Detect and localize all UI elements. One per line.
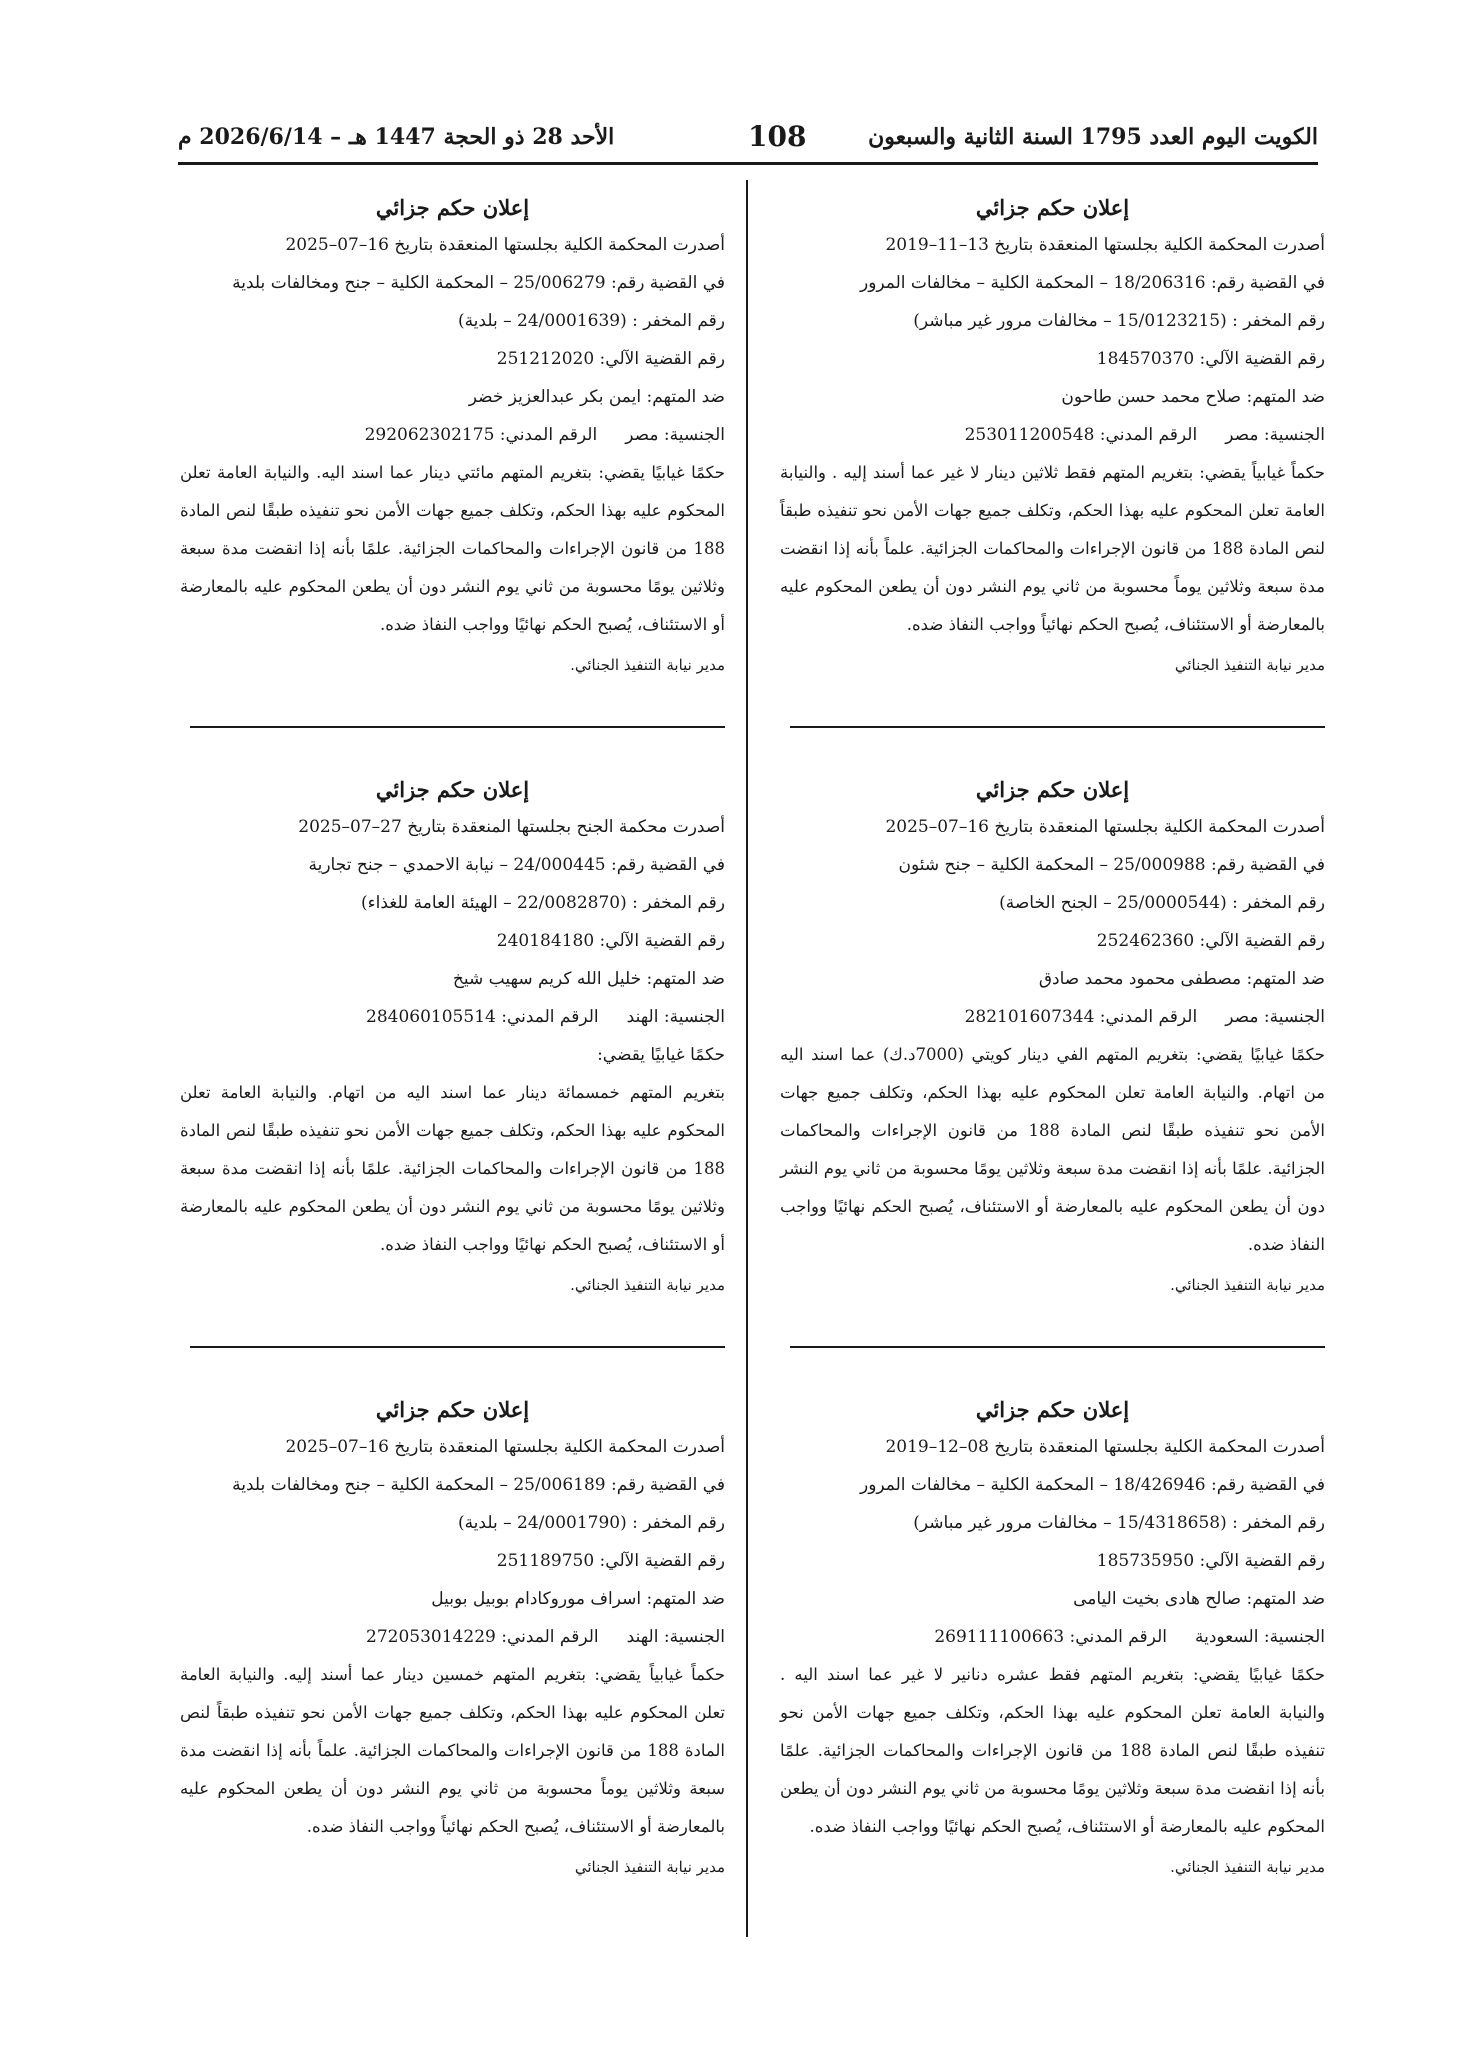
judgment-notice [180, 190, 725, 684]
court-line: أصدرت محكمة الجنح بجلستها المنعقدة بتاريخ 27–07–2025 [298, 817, 725, 837]
case-number-line: في القضية رقم: 25/000988 – المحكمة الكلية – جنح شئون [898, 855, 1325, 875]
civil-id: الرقم المدني: 269111100663 [934, 1627, 1167, 1647]
case-number-line: في القضية رقم: 18/426946 – المحكمة الكلية – مخالفات المرور [859, 1475, 1325, 1495]
case-number-line: في القضية رقم: 18/206316 – المحكمة الكلية – مخالفات المرور [859, 273, 1325, 293]
accused-line: ضد المتهم: اسراف موروكادام بوبيل بوبيل [431, 1589, 725, 1609]
case-number-line: في القضية رقم: 25/006189 – المحكمة الكلية – جنح ومخالفات بلدية [232, 1475, 725, 1495]
judgment-notice [180, 1392, 725, 1886]
judgment-text: حكمًا غيابيًا يقضي: بتغريم المتهم مائتي دينار عما اسند اليه. والنيابة العامة تعلن المحكوم عليه بهذا الحكم، وتكلف جميع جهات الأمن نحو تنفيذه طبقًا لنص المادة 188 من قانون الإجراءات والمحاكمات الجزائية. علمًا بأنه إذا انقضت مدة سبعة وثلاثين يومًا محسوبة من ثاني يوم النشر دون أن يطعن المحكوم عليه بالمعارضة أو الاستئناف، يُصبح الحكم نهائيًا وواجب النفاذ ضده. [180, 463, 725, 634]
judgment-text: حكمًا غيابيًا يقضي: بتغريم المتهم الفي دينار كويتي (7000د.ك) عما اسند اليه من اتهام. والنيابة العامة تعلن المحكوم عليه بهذا الحكم، وتكلف جميع جهات الأمن نحو تنفيذه طبقًا لنص المادة 188 من قانون الإجراءات والمحاكمات الجزائية. علمًا بأنه إذا انقضت مدة سبعة وثلاثين يومًا محسوبة من ثاني يوم النشر دون أن يطعن المحكوم عليه بالمعارضة أو الاستئناف، يُصبح الحكم نهائيًا وواجب النفاذ ضده. [780, 1045, 1325, 1254]
accused-line: ضد المتهم: مصطفى محمود محمد صادق [1038, 969, 1325, 989]
record-number-line: رقم المخفر : (15/4318658 – مخالفات مرور غير مباشر) [913, 1513, 1325, 1533]
nationality: الجنسية: السعودية [1194, 1627, 1325, 1647]
notice-separator [190, 726, 725, 728]
judgment-notice [780, 190, 1325, 684]
signature: مدير نيابة التنفيذ الجنائي. [570, 1276, 725, 1294]
civil-id: الرقم المدني: 253011200548 [964, 425, 1198, 445]
case-number-line: في القضية رقم: 24/000445 – نيابة الاحمدي – جنح تجارية [308, 855, 725, 875]
nationality-line [780, 1618, 1325, 1656]
gazette-issue-info: الكويت اليوم العدد 1795 السنة الثانية والسبعون [868, 124, 1318, 150]
civil-id: الرقم المدني: 284060105514 [366, 1007, 599, 1027]
auto-case-number-line: رقم القضية الآلي: 184570370 [1096, 349, 1325, 369]
notice-title: إعلان حكم جزائي [375, 195, 530, 220]
page-number: 108 [748, 120, 807, 153]
notice-separator [190, 1346, 725, 1348]
nationality-line [780, 416, 1325, 454]
signature: مدير نيابة التنفيذ الجنائي [1174, 656, 1325, 674]
accused-line: ضد المتهم: خليل الله كريم سهيب شيخ [452, 969, 725, 989]
nationality-line [180, 998, 725, 1036]
nationality-line [180, 1618, 725, 1656]
judgment-intro: حكمًا غيابيًا يقضي: [597, 1045, 725, 1065]
nationality-line [780, 998, 1325, 1036]
auto-case-number-line: رقم القضية الآلي: 252462360 [1096, 931, 1325, 951]
record-number-line: رقم المخفر : (22/0082870 – الهيئة العامة للغذاء) [361, 893, 725, 913]
court-line: أصدرت المحكمة الكلية بجلستها المنعقدة بتاريخ 08–12–2019 [885, 1437, 1325, 1457]
notice-title: إعلان حكم جزائي [975, 195, 1130, 220]
signature: مدير نيابة التنفيذ الجنائي. [1170, 1858, 1325, 1876]
case-number-line: في القضية رقم: 25/006279 – المحكمة الكلية – جنح ومخالفات بلدية [232, 273, 725, 293]
court-line: أصدرت المحكمة الكلية بجلستها المنعقدة بتاريخ 16–07–2025 [885, 817, 1325, 837]
nationality: الجنسية: مصر [1225, 1007, 1325, 1027]
nationality: الجنسية: مصر [625, 425, 725, 445]
judgment-notice [180, 772, 725, 1304]
signature: مدير نيابة التنفيذ الجنائي [574, 1858, 725, 1876]
court-line: أصدرت المحكمة الكلية بجلستها المنعقدة بتاريخ 13–11–2019 [885, 235, 1325, 255]
notice-title: إعلان حكم جزائي [375, 777, 530, 802]
notice-separator [790, 726, 1325, 728]
notice-title: إعلان حكم جزائي [975, 777, 1130, 802]
court-line: أصدرت المحكمة الكلية بجلستها المنعقدة بتاريخ 16–07–2025 [285, 1437, 725, 1457]
page-header [178, 120, 1318, 160]
signature: مدير نيابة التنفيذ الجنائي. [570, 656, 725, 674]
nationality-line [180, 416, 725, 454]
notice-title: إعلان حكم جزائي [375, 1397, 530, 1422]
record-number-line: رقم المخفر : (24/0001639 – بلدية) [457, 311, 725, 331]
column-divider [746, 180, 748, 1937]
judgment-text: حكماً غيابياً يقضي: بتغريم المتهم خمسين دينار عما أسند إليه. والنيابة العامة تعلن المحكوم عليه بهذا الحكم، وتكلف جميع جهات الأمن نحو تنفيذه طبقاً لنص المادة 188 من قانون الإجراءات والمحاكمات الجزائية. علماً بأنه إذا انقضت مدة سبعة وثلاثين يوماً محسوبة من ثاني يوم النشر دون أن يطعن المحكوم عليه بالمعارضة أو الاستئناف، يُصبح الحكم نهائياً وواجب النفاذ ضده. [180, 1665, 726, 1836]
nationality: الجنسية: مصر [1225, 425, 1325, 445]
right-column [780, 190, 1325, 1886]
issue-date: الأحد 28 ذو الحجة 1447 هـ – 2026/6/14 م [178, 124, 615, 150]
auto-case-number-line: رقم القضية الآلي: 240184180 [496, 931, 725, 951]
notice-separator [790, 1346, 1325, 1348]
accused-line: ضد المتهم: ايمن بكر عبدالعزيز خضر [468, 387, 725, 407]
civil-id: الرقم المدني: 282101607344 [964, 1007, 1198, 1027]
nationality: الجنسية: الهند [626, 1627, 725, 1647]
civil-id: الرقم المدني: 272053014229 [366, 1627, 599, 1647]
header-rule [178, 162, 1318, 165]
judgment-notice [780, 772, 1325, 1304]
signature: مدير نيابة التنفيذ الجنائي. [1170, 1276, 1325, 1294]
notice-title: إعلان حكم جزائي [975, 1397, 1130, 1422]
record-number-line: رقم المخفر : (15/0123215 – مخالفات مرور غير مباشر) [913, 311, 1325, 331]
civil-id: الرقم المدني: 292062302175 [364, 425, 598, 445]
left-column [180, 190, 725, 1886]
judgment-text: حكمًا غيابيًا يقضي: بتغريم المتهم فقط عشره دنانير لا غير عما اسند اليه . والنيابة العامة تعلن المحكوم عليه بهذا الحكم، وتكلف جميع جهات الأمن نحو تنفيذه طبقًا لنص المادة 188 من قانون الإجراءات والمحاكمات الجزائية. علمًا بأنه إذا انقضت مدة سبعة وثلاثين يومًا محسوبة من ثاني يوم النشر دون أن يطعن المحكوم عليه بالمعارضة أو الاستئناف، يُصبح الحكم نهائيًا وواجب النفاذ ضده. [780, 1665, 1326, 1836]
judgment-notice [780, 1392, 1325, 1886]
accused-line: ضد المتهم: صالح هادى بخيت اليامى [1073, 1589, 1325, 1609]
auto-case-number-line: رقم القضية الآلي: 251212020 [496, 349, 725, 369]
judgment-text: حكماً غيابياً يقضي: بتغريم المتهم فقط ثلاثين دينار لا غير عما أسند إليه . والنيابة العامة تعلن المحكوم عليه بهذا الحكم، وتكلف جميع جهات الأمن نحو تنفيذه طبقاً لنص المادة 188 من قانون الإجراءات والمحاكمات الجزائية. علماً بأنه إذا انقضت مدة سبعة وثلاثين يوماً محسوبة من ثاني يوم النشر دون أن يطعن المحكوم عليه بالمعارضة أو الاستئناف، يُصبح الحكم نهائياً وواجب النفاذ ضده. [780, 463, 1325, 634]
record-number-line: رقم المخفر : (24/0001790 – بلدية) [457, 1513, 725, 1533]
nationality: الجنسية: الهند [626, 1007, 725, 1027]
court-line: أصدرت المحكمة الكلية بجلستها المنعقدة بتاريخ 16–07–2025 [285, 235, 725, 255]
accused-line: ضد المتهم: صلاح محمد حسن طاحون [1061, 387, 1325, 407]
record-number-line: رقم المخفر : (25/0000544 – الجنح الخاصة) [999, 893, 1325, 913]
auto-case-number-line: رقم القضية الآلي: 251189750 [496, 1551, 725, 1571]
judgment-text: بتغريم المتهم خمسمائة دينار عما اسند اليه من اتهام. والنيابة العامة تعلن المحكوم عليه بهذا الحكم، وتكلف جميع جهات الأمن نحو تنفيذه طبقًا لنص المادة 188 من قانون الإجراءات والمحاكمات الجزائية. علمًا بأنه إذا انقضت مدة سبعة وثلاثين يومًا محسوبة من ثاني يوم النشر دون أن يطعن المحكوم عليه بالمعارضة أو الاستئناف، يُصبح الحكم نهائيًا وواجب النفاذ ضده. [180, 1083, 725, 1254]
auto-case-number-line: رقم القضية الآلي: 185735950 [1096, 1551, 1325, 1571]
